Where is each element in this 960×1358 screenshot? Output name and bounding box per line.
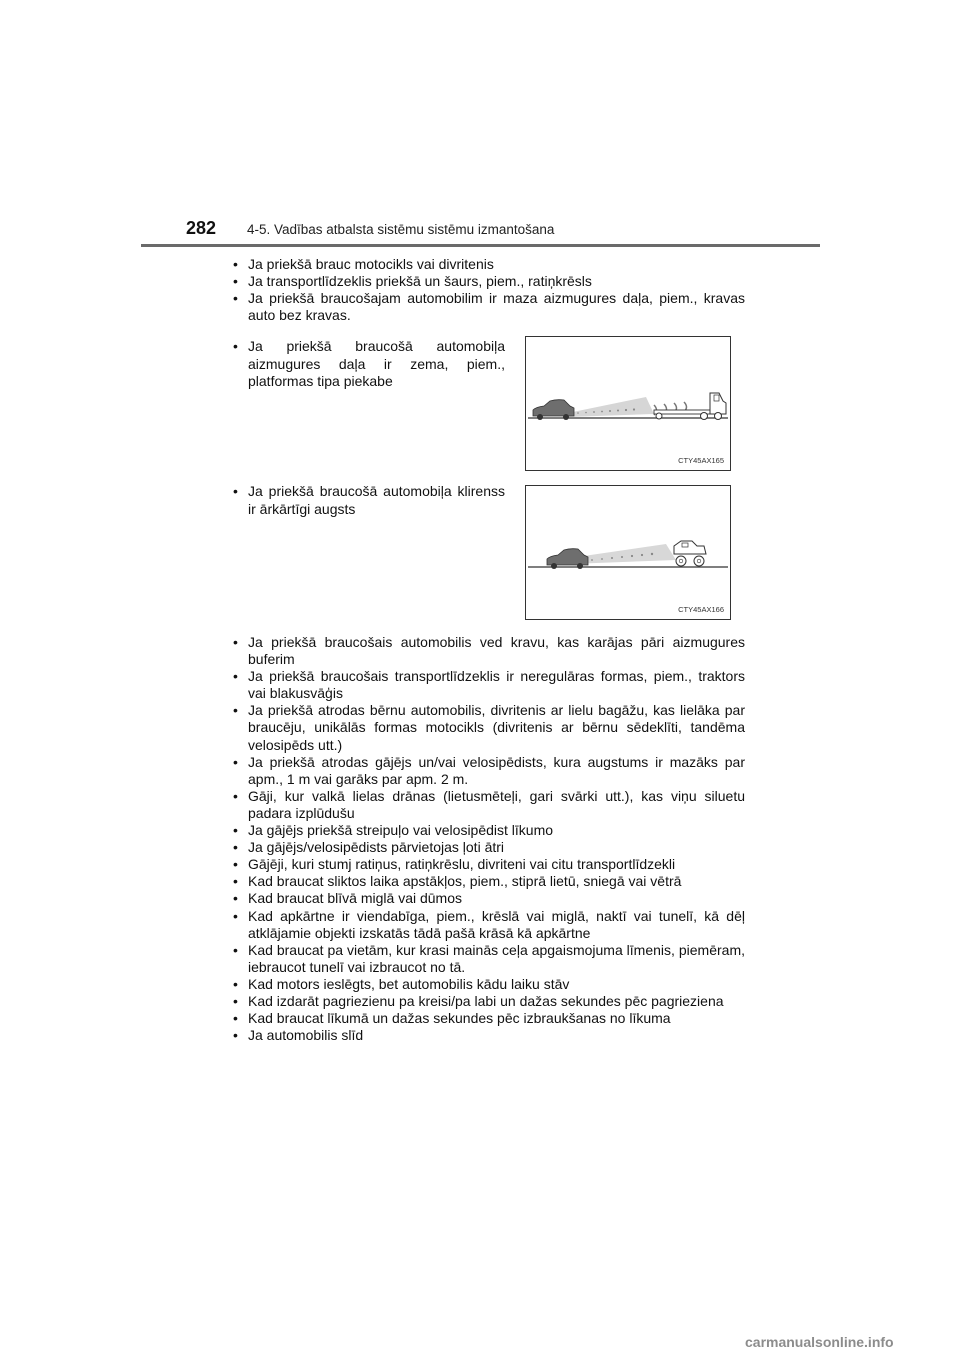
list-item: • Ja priekšā atrodas bērnu automobilis, divritenis ar lielu bagāžu, kas lielāka par braucēju, unikālās formas motocikls (divritenis ar bērnu sēdeklīti, tandēma velosipēds utt.) bbox=[233, 702, 745, 753]
figure-high-clearance bbox=[525, 485, 731, 620]
figure-code: CTY45AX165 bbox=[678, 456, 724, 465]
illustration-low-trailer bbox=[526, 337, 730, 470]
list-item: • Kad braucat sliktos laika apstākļos, piem., stiprā lietū, sniegā vai vētrā bbox=[233, 873, 745, 890]
list-item: • Kad apkārtne ir viendabīga, piem., krēslā vai miglā, naktī vai tunelī, kā dēļ atklājamie objekti izskatās tādā pašā krāsā kā apkārtne bbox=[233, 908, 745, 942]
list-item: • Ja priekšā braucošais automobilis ved kravu, kas karājas pāri aizmugures buferim bbox=[233, 634, 745, 668]
bullet-list-bottom bbox=[233, 634, 745, 1044]
illustration-high-clearance bbox=[526, 486, 730, 619]
list-item: • Gājēji, kuri stumj ratiņus, ratiņkrēslu, divriteni vai citu transportlīdzekli bbox=[233, 856, 745, 873]
figure-low-trailer bbox=[525, 336, 731, 471]
list-item: • Ja gājējs priekšā streipuļo vai velosipēdist līkumo bbox=[233, 822, 745, 839]
section-title: 4-5. Vadības atbalsta sistēmu sistēmu izmantošana bbox=[247, 222, 555, 237]
figure-code: CTY45AX166 bbox=[678, 605, 724, 614]
header-divider bbox=[141, 244, 820, 247]
list-item: • Gāji, kur valkā lielas drānas (lietusmēteļi, gari svārki utt.), kas viņu siluetu padara izplūdušu bbox=[233, 788, 745, 822]
watermark: carmanualsonline.info bbox=[745, 1334, 894, 1350]
list-item: • Kad braucat blīvā miglā vai dūmos bbox=[233, 890, 745, 907]
figure-caption-1: • Ja priekšā braucošā automobiļa aizmugures daļa ir zema, piem., platformas tipa piekabe bbox=[233, 338, 505, 391]
list-item: • Ja automobilis slīd bbox=[233, 1027, 745, 1044]
list-item: • Ja priekšā braucošajam automobilim ir maza aizmugures daļa, piem., kravas auto bez kravas. bbox=[233, 290, 745, 324]
list-item: • Kad motors ieslēgts, bet automobilis kādu laiku stāv bbox=[233, 976, 745, 993]
page-number: 282 bbox=[186, 218, 217, 238]
list-item: • Kad braucat pa vietām, kur krasi mainās ceļa apgaismojuma līmenis, piemēram, iebraucot tunelī vai izbraucot no tā. bbox=[233, 942, 745, 976]
list-item: • Ja gājējs/velosipēdists pārvietojas ļoti ātri bbox=[233, 839, 745, 856]
list-item: • Ja priekšā brauc motocikls vai divritenis bbox=[233, 256, 745, 273]
list-item: • Ja priekšā atrodas gājējs un/vai velosipēdists, kura augstums ir mazāks par apm., 1 m vai garāks par apm. 2 m. bbox=[233, 754, 745, 788]
list-item: • Ja transportlīdzeklis priekšā un šaurs, piem., ratiņkrēsls bbox=[233, 273, 745, 290]
list-item: • Ja priekšā braucošais transportlīdzeklis ir neregulāras formas, piem., traktors vai blakusvāģis bbox=[233, 668, 745, 702]
bullet-list-top bbox=[233, 256, 745, 324]
list-item: • Kad braucat līkumā un dažas sekundes pēc izbraukšanas no līkuma bbox=[233, 1010, 745, 1027]
figure-caption-2: • Ja priekšā braucošā automobiļa klirenss ir ārkārtīgi augsts bbox=[233, 483, 505, 518]
list-item: • Kad izdarāt pagriezienu pa kreisi/pa labi un dažas sekundes pēc pagrieziena bbox=[233, 993, 745, 1010]
